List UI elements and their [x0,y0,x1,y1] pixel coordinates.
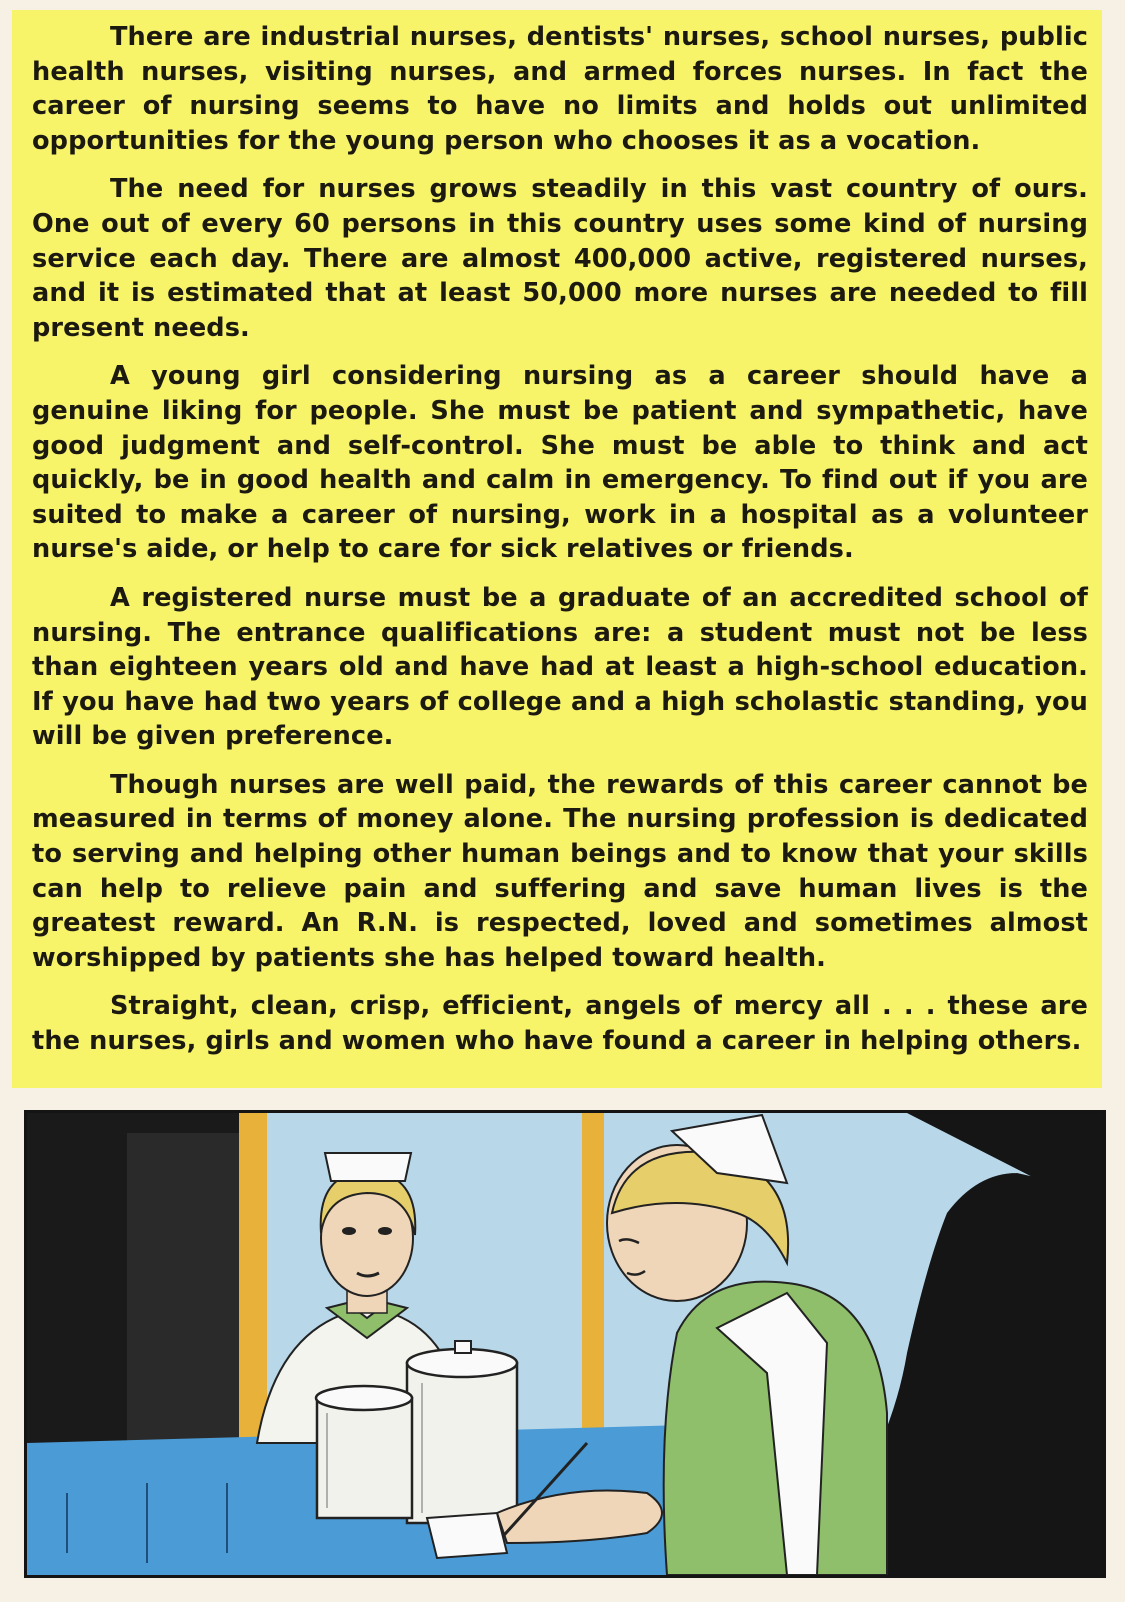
paragraph-rewards: Though nurses are well paid, the rewards of this career cannot be measured in terms of money alone. The nursing profession is dedicated to serving and helping other human beings and to know that your skills can help to relieve pain and suffering and save human lives is the greatest reward. An R.N. is respected, loved and sometimes almost worshipped by patients she has helped toward health. [32,769,1088,973]
paragraph-nursing-types: There are industrial nurses, dentists' nurses, school nurses, public health nurses, visiting nurses, and armed forces nurses. In fact the career of nursing seems to have no limits and holds out unlimited opportunities for the young person who chooses it as a vocation. [32,22,1088,156]
paragraph-closing: Straight, clean, crisp, efficient, angels of mercy all . . . these are the nurses, girls and women who have found a career in helping others. [32,991,1088,1057]
nurses-illustration [24,1110,1106,1578]
door-frame-left [239,1113,267,1443]
nurses-scene-drawing [27,1113,1103,1575]
paragraph-need-for-nurses: The need for nurses grows steadily in this vast country of ours. One out of every 60 persons in this country uses some kind of nursing service each day. There are almost 400,000 active, registered nurses, and it is estimated that at least 50,000 more nurses are needed to fill present needs. [32,174,1088,343]
paragraph-qualities: A young girl considering nursing as a career should have a genuine liking for people. She must be patient and sympathetic, have good judgment and self-control. She must be able to think and act quickly, be in good health and calm in emergency. To find out if you are suited to make a career of nursing, work in a hospital as a volunteer nurse's aide, or help to care for sick relatives or friends. [32,361,1088,565]
article-text-panel [12,10,1102,1088]
window-frame-center [582,1113,604,1443]
paragraph-qualifications: A registered nurse must be a graduate of an accredited school of nursing. The entrance qualifications are: a student must not be less than eighteen years old and have had at least a high-school education. If you have had two years of college and a high scholastic standing, you will be given preference. [32,582,1088,752]
